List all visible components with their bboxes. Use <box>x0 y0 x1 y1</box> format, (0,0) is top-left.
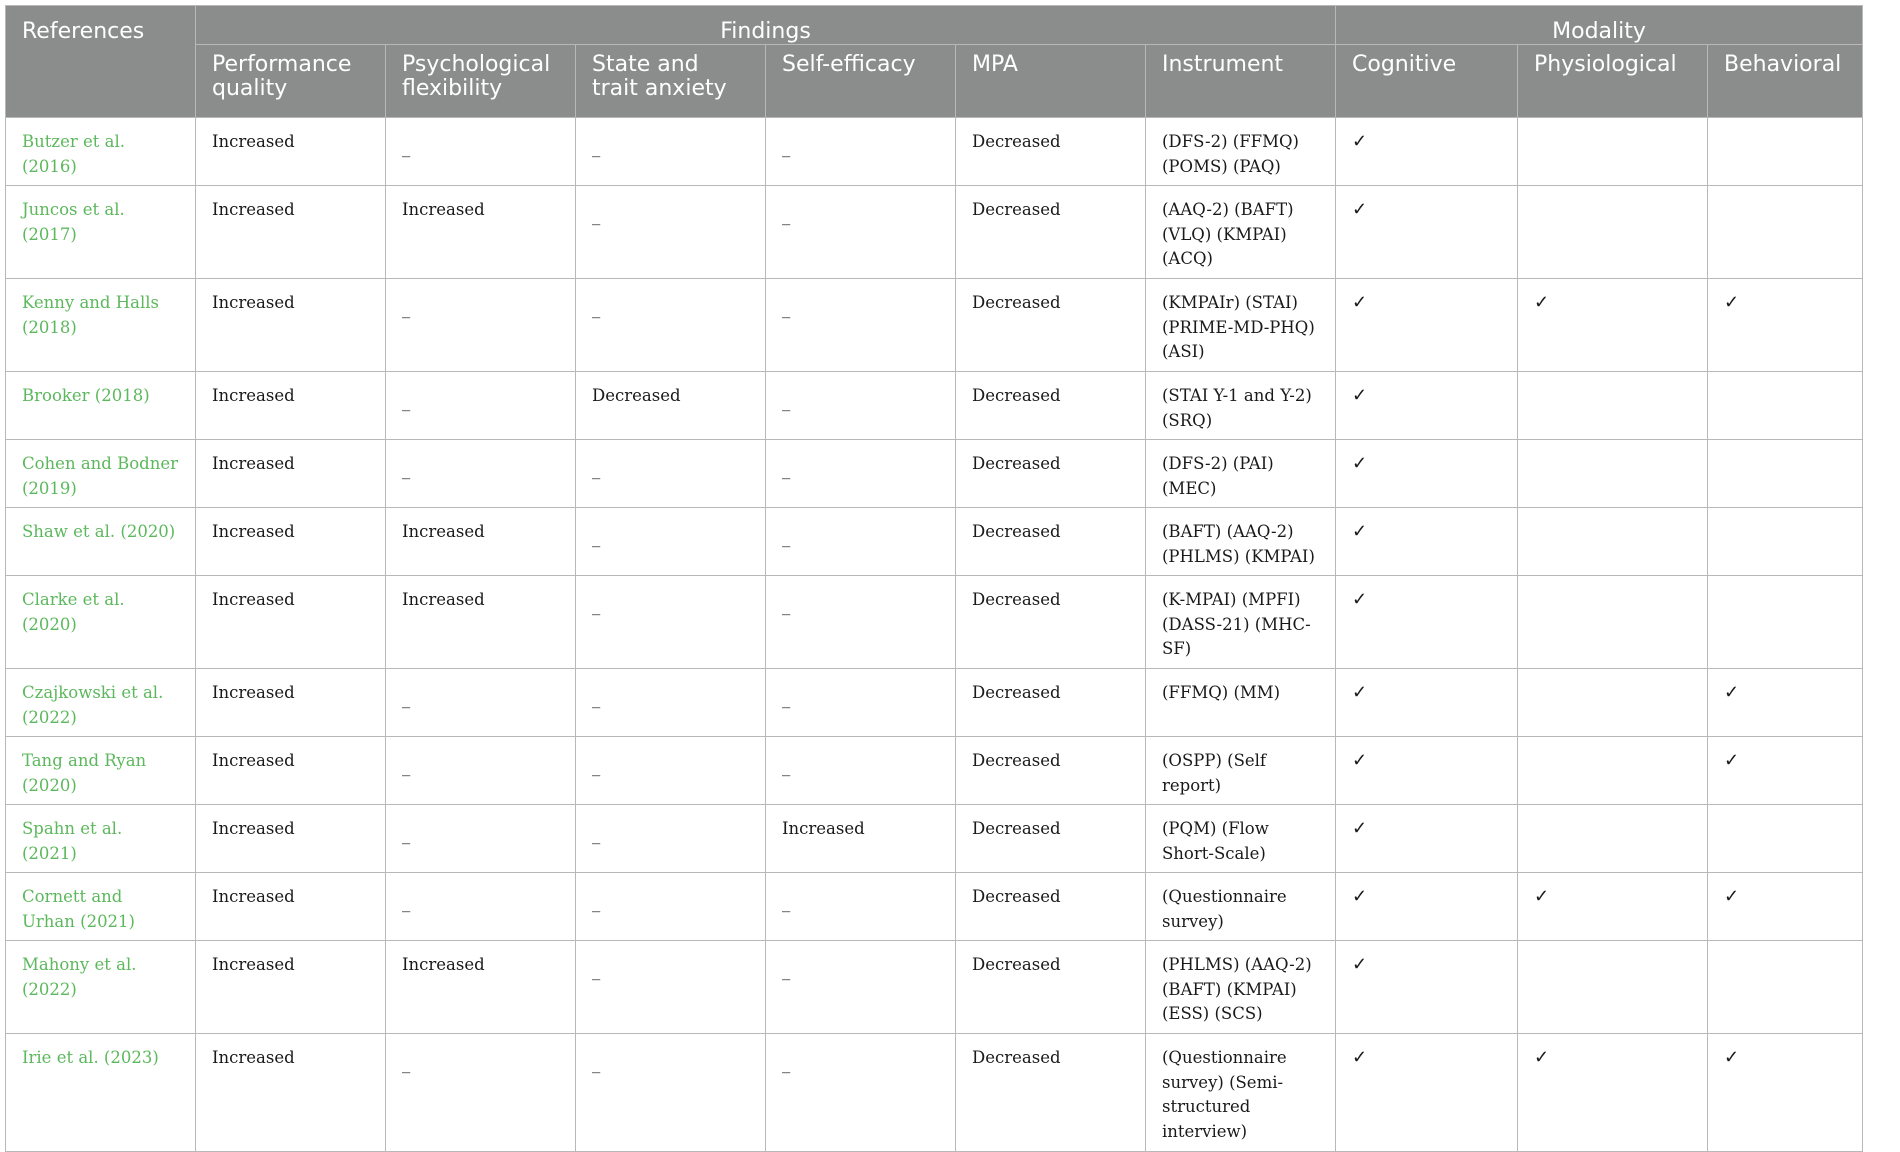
cell-performance-quality <box>196 279 386 372</box>
cell-self-efficacy <box>766 118 956 186</box>
cell-mpa <box>956 279 1146 372</box>
table-row <box>6 279 1863 372</box>
dash-mark: _ <box>402 460 411 479</box>
dash-mark: _ <box>402 138 411 157</box>
cell-behavioral <box>1708 576 1863 669</box>
cell-state-trait-anxiety <box>576 279 766 372</box>
cell-cognitive <box>1336 941 1518 1034</box>
dash-mark: _ <box>782 757 791 776</box>
cell-cognitive <box>1336 279 1518 372</box>
cell-cognitive <box>1336 805 1518 873</box>
check-icon: ✓ <box>1724 292 1740 313</box>
cell-cognitive <box>1336 508 1518 576</box>
check-icon: ✓ <box>1352 750 1368 771</box>
cell-behavioral <box>1708 805 1863 873</box>
cell-cognitive <box>1336 737 1518 805</box>
cell-reference-text: Butzer et al. (2016) <box>22 132 125 176</box>
cell-psychological-flexibility <box>386 186 576 279</box>
cell-self-efficacy <box>766 873 956 941</box>
cell-cognitive <box>1336 186 1518 279</box>
cell-mpa <box>956 805 1146 873</box>
check-icon: ✓ <box>1352 521 1368 542</box>
cell-behavioral <box>1708 186 1863 279</box>
cell-reference-text: Tang and Ryan (2020) <box>22 751 147 795</box>
cell-cognitive <box>1336 669 1518 737</box>
header-performance-quality: Performance quality <box>196 45 386 118</box>
dash-mark: _ <box>402 1054 411 1073</box>
cell-behavioral <box>1708 941 1863 1034</box>
cell-mpa <box>956 941 1146 1034</box>
cell-cognitive <box>1336 118 1518 186</box>
cell-cognitive <box>1336 440 1518 508</box>
cell-psychological-flexibility <box>386 669 576 737</box>
dash-mark: _ <box>782 1054 791 1073</box>
cell-state-trait-anxiety <box>576 941 766 1034</box>
check-icon: ✓ <box>1352 292 1368 313</box>
cell-mpa <box>956 508 1146 576</box>
cell-reference[interactable] <box>6 873 196 941</box>
table-row <box>6 805 1863 873</box>
dash-mark: _ <box>402 392 411 411</box>
dash-mark: _ <box>592 893 601 912</box>
cell-instrument-text: (AAQ-2) (BAFT) (VLQ) (KMPAI) (ACQ) <box>1162 200 1294 268</box>
cell-instrument-text: (Questionnaire survey) <box>1162 887 1287 931</box>
cell-instrument <box>1146 186 1336 279</box>
dash-mark: _ <box>782 961 791 980</box>
cell-behavioral <box>1708 669 1863 737</box>
dash-mark: _ <box>782 392 791 411</box>
cell-performance-quality <box>196 873 386 941</box>
cell-reference-text: Brooker (2018) <box>22 386 150 405</box>
dash-mark: _ <box>402 299 411 318</box>
cell-psychological-flexibility <box>386 737 576 805</box>
check-icon: ✓ <box>1352 385 1368 406</box>
cell-reference[interactable] <box>6 118 196 186</box>
cell-reference[interactable] <box>6 279 196 372</box>
cell-performance-quality-text: Increased <box>212 522 295 541</box>
cell-state-trait-anxiety <box>576 1034 766 1152</box>
cell-mpa-text: Decreased <box>972 887 1061 906</box>
table-row <box>6 372 1863 440</box>
check-icon: ✓ <box>1534 1047 1550 1068</box>
cell-physiological <box>1518 440 1708 508</box>
cell-mpa <box>956 118 1146 186</box>
cell-performance-quality-text: Increased <box>212 1048 295 1067</box>
cell-performance-quality-text: Increased <box>212 200 295 219</box>
dash-mark: _ <box>782 299 791 318</box>
header-mpa: MPA <box>956 45 1146 118</box>
header-references: References <box>6 6 196 118</box>
header-physiological: Physiological <box>1518 45 1708 118</box>
cell-cognitive <box>1336 576 1518 669</box>
cell-performance-quality <box>196 737 386 805</box>
cell-psychological-flexibility-text: Increased <box>402 200 485 219</box>
cell-state-trait-anxiety <box>576 873 766 941</box>
cell-mpa-text: Decreased <box>972 293 1061 312</box>
dash-mark: _ <box>402 757 411 776</box>
cell-state-trait-anxiety <box>576 508 766 576</box>
cell-psychological-flexibility <box>386 941 576 1034</box>
cell-reference-text: Spahn et al. (2021) <box>22 819 123 863</box>
cell-performance-quality <box>196 440 386 508</box>
table-row <box>6 1034 1863 1152</box>
cell-behavioral <box>1708 508 1863 576</box>
cell-physiological <box>1518 1034 1708 1152</box>
cell-performance-quality <box>196 941 386 1034</box>
cell-performance-quality-text: Increased <box>212 132 295 151</box>
cell-reference-text: Irie et al. (2023) <box>22 1048 159 1067</box>
cell-reference-text: Clarke et al. (2020) <box>22 590 125 634</box>
cell-physiological <box>1518 118 1708 186</box>
dash-mark: _ <box>402 689 411 708</box>
check-icon: ✓ <box>1352 453 1368 474</box>
cell-mpa <box>956 1034 1146 1152</box>
cell-mpa-text: Decreased <box>972 386 1061 405</box>
check-icon: ✓ <box>1352 131 1368 152</box>
cell-instrument-text: (K-MPAI) (MPFI) (DASS-21) (MHC-SF) <box>1162 590 1311 658</box>
cell-self-efficacy <box>766 186 956 279</box>
cell-reference[interactable] <box>6 576 196 669</box>
cell-self-efficacy <box>766 805 956 873</box>
cell-self-efficacy <box>766 737 956 805</box>
cell-self-efficacy <box>766 669 956 737</box>
cell-mpa <box>956 440 1146 508</box>
check-icon: ✓ <box>1724 1047 1740 1068</box>
cell-mpa-text: Decreased <box>972 751 1061 770</box>
dash-mark: _ <box>592 825 601 844</box>
cell-mpa-text: Decreased <box>972 454 1061 473</box>
cell-performance-quality-text: Increased <box>212 751 295 770</box>
table-body <box>6 118 1863 1152</box>
cell-instrument-text: (DFS-2) (PAI) (MEC) <box>1162 454 1274 498</box>
cell-state-trait-anxiety <box>576 737 766 805</box>
table-row <box>6 737 1863 805</box>
check-icon: ✓ <box>1352 954 1368 975</box>
cell-behavioral <box>1708 372 1863 440</box>
dash-mark: _ <box>782 206 791 225</box>
cell-reference-text: Cornett and Urhan (2021) <box>22 887 135 931</box>
cell-mpa <box>956 873 1146 941</box>
header-row-groups <box>6 6 1863 45</box>
cell-self-efficacy <box>766 279 956 372</box>
cell-physiological <box>1518 737 1708 805</box>
cell-mpa-text: Decreased <box>972 955 1061 974</box>
check-icon: ✓ <box>1352 886 1368 907</box>
dash-mark: _ <box>592 596 601 615</box>
cell-psychological-flexibility <box>386 805 576 873</box>
cell-performance-quality-text: Increased <box>212 293 295 312</box>
table-row <box>6 669 1863 737</box>
cell-psychological-flexibility <box>386 576 576 669</box>
cell-mpa <box>956 186 1146 279</box>
header-modality: Modality <box>1336 6 1863 45</box>
cell-cognitive <box>1336 1034 1518 1152</box>
dash-mark: _ <box>592 1054 601 1073</box>
cell-self-efficacy <box>766 508 956 576</box>
cell-performance-quality <box>196 508 386 576</box>
table-row <box>6 941 1863 1034</box>
cell-self-efficacy <box>766 941 956 1034</box>
cell-state-trait-anxiety <box>576 186 766 279</box>
cell-instrument-text: (PQM) (Flow Short-Scale) <box>1162 819 1269 863</box>
cell-instrument <box>1146 279 1336 372</box>
findings-table <box>5 5 1863 1152</box>
cell-instrument <box>1146 941 1336 1034</box>
cell-instrument <box>1146 737 1336 805</box>
dash-mark: _ <box>592 460 601 479</box>
dash-mark: _ <box>592 206 601 225</box>
cell-reference[interactable] <box>6 372 196 440</box>
cell-mpa-text: Decreased <box>972 590 1061 609</box>
cell-psychological-flexibility <box>386 118 576 186</box>
header-cognitive: Cognitive <box>1336 45 1518 118</box>
cell-reference[interactable] <box>6 440 196 508</box>
check-icon: ✓ <box>1534 886 1550 907</box>
cell-performance-quality-text: Increased <box>212 386 295 405</box>
table-row <box>6 186 1863 279</box>
cell-reference-text: Juncos et al. (2017) <box>22 200 125 244</box>
cell-behavioral <box>1708 737 1863 805</box>
cell-mpa <box>956 737 1146 805</box>
cell-psychological-flexibility <box>386 508 576 576</box>
cell-physiological <box>1518 873 1708 941</box>
cell-instrument <box>1146 669 1336 737</box>
cell-instrument <box>1146 118 1336 186</box>
cell-reference[interactable] <box>6 669 196 737</box>
cell-psychological-flexibility <box>386 372 576 440</box>
header-row-columns <box>6 45 1863 118</box>
dash-mark: _ <box>592 757 601 776</box>
cell-instrument <box>1146 576 1336 669</box>
dash-mark: _ <box>592 138 601 157</box>
cell-reference[interactable] <box>6 805 196 873</box>
dash-mark: _ <box>402 825 411 844</box>
cell-behavioral <box>1708 1034 1863 1152</box>
cell-mpa-text: Decreased <box>972 200 1061 219</box>
dash-mark: _ <box>782 689 791 708</box>
cell-instrument-text: (BAFT) (AAQ-2) (PHLMS) (KMPAI) <box>1162 522 1315 566</box>
cell-instrument <box>1146 508 1336 576</box>
cell-cognitive <box>1336 372 1518 440</box>
cell-performance-quality-text: Increased <box>212 590 295 609</box>
cell-performance-quality-text: Increased <box>212 955 295 974</box>
header-behavioral: Behavioral <box>1708 45 1863 118</box>
cell-physiological <box>1518 508 1708 576</box>
dash-mark: _ <box>402 893 411 912</box>
cell-behavioral <box>1708 873 1863 941</box>
dash-mark: _ <box>782 596 791 615</box>
cell-psychological-flexibility <box>386 873 576 941</box>
cell-self-efficacy <box>766 440 956 508</box>
cell-reference[interactable] <box>6 186 196 279</box>
cell-mpa-text: Decreased <box>972 683 1061 702</box>
header-findings: Findings <box>196 6 1336 45</box>
check-icon: ✓ <box>1352 818 1368 839</box>
check-icon: ✓ <box>1352 199 1368 220</box>
cell-psychological-flexibility <box>386 279 576 372</box>
cell-state-trait-anxiety <box>576 669 766 737</box>
cell-psychological-flexibility <box>386 440 576 508</box>
cell-instrument-text: (KMPAIr) (STAI) (PRIME-MD-PHQ) (ASI) <box>1162 293 1315 361</box>
check-icon: ✓ <box>1352 589 1368 610</box>
cell-performance-quality-text: Increased <box>212 887 295 906</box>
cell-performance-quality <box>196 186 386 279</box>
dash-mark: _ <box>592 961 601 980</box>
cell-physiological <box>1518 805 1708 873</box>
cell-behavioral <box>1708 440 1863 508</box>
cell-mpa-text: Decreased <box>972 819 1061 838</box>
cell-self-efficacy <box>766 1034 956 1152</box>
cell-instrument-text: (STAI Y-1 and Y-2) (SRQ) <box>1162 386 1312 430</box>
cell-self-efficacy-text: Increased <box>782 819 865 838</box>
check-icon: ✓ <box>1352 1047 1368 1068</box>
cell-instrument-text: (Questionnaire survey) (Semi-structured interview) <box>1162 1048 1287 1141</box>
cell-reference[interactable] <box>6 737 196 805</box>
cell-performance-quality <box>196 372 386 440</box>
cell-instrument <box>1146 805 1336 873</box>
cell-physiological <box>1518 576 1708 669</box>
cell-instrument <box>1146 873 1336 941</box>
cell-mpa-text: Decreased <box>972 522 1061 541</box>
check-icon: ✓ <box>1724 750 1740 771</box>
table-row <box>6 508 1863 576</box>
table-row <box>6 118 1863 186</box>
dash-mark: _ <box>592 299 601 318</box>
check-icon: ✓ <box>1724 886 1740 907</box>
cell-cognitive <box>1336 873 1518 941</box>
check-icon: ✓ <box>1352 682 1368 703</box>
table-row <box>6 576 1863 669</box>
cell-physiological <box>1518 669 1708 737</box>
cell-self-efficacy <box>766 576 956 669</box>
cell-physiological <box>1518 372 1708 440</box>
cell-state-trait-anxiety <box>576 805 766 873</box>
cell-behavioral <box>1708 279 1863 372</box>
cell-performance-quality <box>196 576 386 669</box>
cell-state-trait-anxiety <box>576 118 766 186</box>
cell-mpa-text: Decreased <box>972 132 1061 151</box>
cell-reference-text: Cohen and Bodner (2019) <box>22 454 178 498</box>
cell-psychological-flexibility <box>386 1034 576 1152</box>
cell-mpa <box>956 372 1146 440</box>
cell-mpa-text: Decreased <box>972 1048 1061 1067</box>
cell-state-trait-anxiety-text: Decreased <box>592 386 681 405</box>
cell-performance-quality-text: Increased <box>212 454 295 473</box>
dash-mark: _ <box>782 893 791 912</box>
table-row <box>6 873 1863 941</box>
cell-instrument <box>1146 372 1336 440</box>
cell-physiological <box>1518 941 1708 1034</box>
cell-instrument-text: (PHLMS) (AAQ-2) (BAFT) (KMPAI) (ESS) (SCS) <box>1162 955 1312 1023</box>
dash-mark: _ <box>782 138 791 157</box>
cell-instrument-text: (FFMQ) (MM) <box>1162 683 1281 702</box>
cell-psychological-flexibility-text: Increased <box>402 590 485 609</box>
check-icon: ✓ <box>1534 292 1550 313</box>
cell-reference-text: Shaw et al. (2020) <box>22 522 176 541</box>
dash-mark: _ <box>592 689 601 708</box>
cell-performance-quality <box>196 1034 386 1152</box>
cell-mpa <box>956 669 1146 737</box>
cell-state-trait-anxiety <box>576 372 766 440</box>
cell-mpa <box>956 576 1146 669</box>
cell-state-trait-anxiety <box>576 440 766 508</box>
cell-physiological <box>1518 186 1708 279</box>
cell-reference[interactable] <box>6 508 196 576</box>
header-instrument: Instrument <box>1146 45 1336 118</box>
cell-physiological <box>1518 279 1708 372</box>
cell-reference-text: Mahony et al. (2022) <box>22 955 137 999</box>
cell-performance-quality-text: Increased <box>212 683 295 702</box>
cell-performance-quality-text: Increased <box>212 819 295 838</box>
header-self-efficacy: Self-efficacy <box>766 45 956 118</box>
dash-mark: _ <box>782 528 791 547</box>
dash-mark: _ <box>782 460 791 479</box>
cell-instrument <box>1146 1034 1336 1152</box>
table-row <box>6 440 1863 508</box>
cell-instrument-text: (DFS-2) (FFMQ) (POMS) (PAQ) <box>1162 132 1299 176</box>
cell-reference[interactable] <box>6 1034 196 1152</box>
cell-psychological-flexibility-text: Increased <box>402 955 485 974</box>
check-icon: ✓ <box>1724 682 1740 703</box>
cell-behavioral <box>1708 118 1863 186</box>
cell-performance-quality <box>196 805 386 873</box>
cell-reference-text: Czajkowski et al. (2022) <box>22 683 164 727</box>
header-psychological-flexibility: Psychological flexibility <box>386 45 576 118</box>
cell-reference-text: Kenny and Halls (2018) <box>22 293 159 337</box>
cell-state-trait-anxiety <box>576 576 766 669</box>
cell-instrument-text: (OSPP) (Self report) <box>1162 751 1267 795</box>
dash-mark: _ <box>592 528 601 547</box>
cell-instrument <box>1146 440 1336 508</box>
cell-reference[interactable] <box>6 941 196 1034</box>
cell-psychological-flexibility-text: Increased <box>402 522 485 541</box>
cell-performance-quality <box>196 118 386 186</box>
cell-performance-quality <box>196 669 386 737</box>
header-state-trait-anxiety: State and trait anxiety <box>576 45 766 118</box>
cell-self-efficacy <box>766 372 956 440</box>
